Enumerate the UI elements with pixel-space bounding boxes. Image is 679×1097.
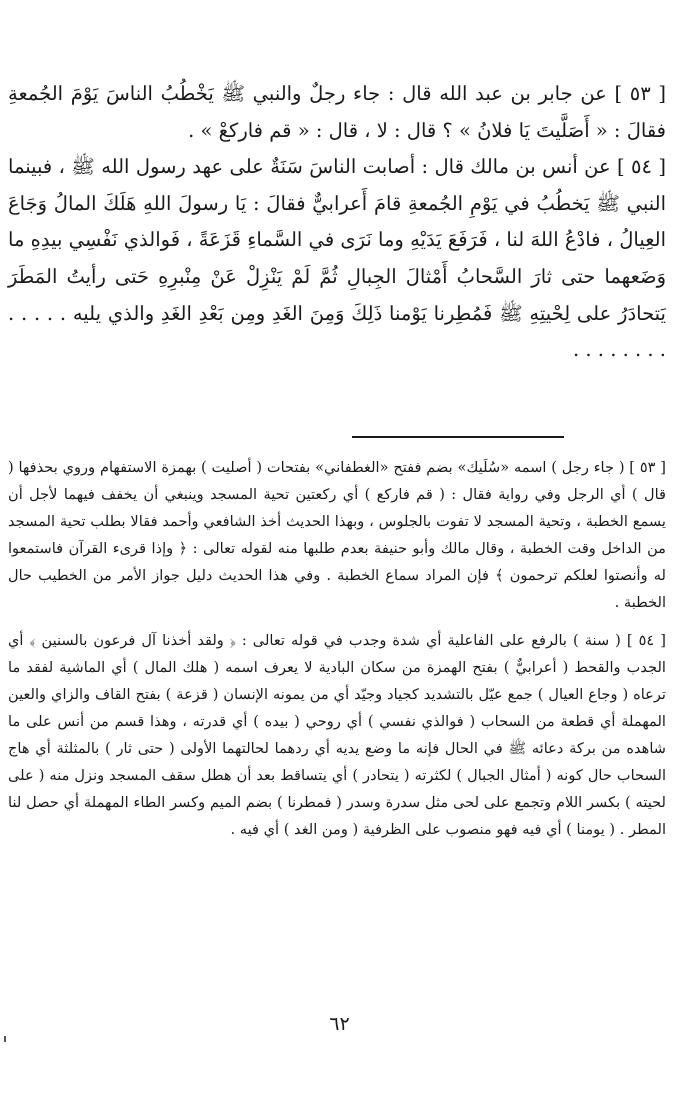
hadith-section bbox=[8, 76, 666, 369]
hadith-54-paragraph: [ ٥٤ ] عن أنس بن مالك قال : أصابت الناسَ سَنَةٌ على عهد رسول الله ﷺ ، فبينما النبي ﷺ يَخطُبُ في يَوْمِ الجُمعةِ قامَ أَعرابيٌّ فقالَ : يَا رسولَ اللهِ هَلَكَ المالُ وَجَاعَ العِيالُ ، فادْعُ اللهَ لنا ، فَرَفَعَ يَدَيْهِ وما نَرَى في السَّماءِ قَزَعَةً ، فَوالذي نَفْسِي بيدِهِ ما وَضَعهما حتى ثارَ السَّحابُ أَمْثالَ الجِبالِ ثُمَّ لَمْ يَنْزِلْ عَنْ مِنْبرِهِ حَتى رأيتُ المَطَرَ يَتحادَرُ على لِحْيتِهِ ﷺ فَمُطِرنا يَوْمنا ذَلِكَ وَمِنَ الغَدِ ومِن بَعْدِ الغَدِ والذي يليه . . . . . . . . . . . . . bbox=[8, 155, 666, 362]
commentary-53-paragraph: [ ٥٣ ] ( جاء رجل ) اسمه «سُلَيك» بضم ففتح «الغطفاني» بفتحات ( أصليت ) بهمزة الاستفهام وروي بحذفها ( قال ) أي الرجل وفي رواية فقال : ( قم فاركع ) أي ركعتين تحية المسجد وينبغي أن يخفف فيهما لأجل أن يسمع الخطبة ، وتحية المسجد لا تفوت بالجلوس ، وبهذا الحديث أخذ الشافعي وأحمد فقالا بطلب تحية المسجد من الداخل وقت الخطبة ، وقال مالك وأبو حنيفة بعدم طلبها منه لقوله تعالى : ﴿ وإذا قرىء القرآن فاستمعوا له وأنصتوا لعلكم ترحمون ﴾ فإن المراد سماع الخطبة . وفي هذا الحديث دليل جواز الأمر من الخطيب حال الخطبة . bbox=[8, 459, 666, 612]
hadith-53-paragraph: [ ٥٣ ] عن جابر بن عبد الله قال : جاء رجلٌ والنبي ﷺ يَخْطُبُ الناسَ يَوْمَ الجُمعةِ فقالَ : « أَصَلَّيتَ يَا فلانُ » ؟ قال : لا ، قال : « قم فاركعْ » . bbox=[8, 82, 666, 142]
footnote-divider bbox=[352, 436, 564, 438]
scan-edge-mark bbox=[4, 1036, 6, 1042]
page-number: ٦٢ bbox=[329, 1013, 350, 1035]
commentary-54-paragraph: [ ٥٤ ] ( سنة ) بالرفع على الفاعلية أي شدة وجدب في قوله تعالى : ﴿ ولقد أخذنا آل فرعون بالسنين ﴾ أي الجدب والقحط ( أعرابيٌّ ) بفتح الهمزة من سكان البادية لا يعرف اسمه ( هلك المال ) أي الماشية لفقد ما ترعاه ( وجاع العيال ) جمع عيّل بالتشديد كجياد وجيّد أي من يمونه الإنسان ( قزعة ) بفتح القاف والزاي والعين المهملة أي قطعة من السحاب ( فوالذي نفسي ) أي روحي ( بيده ) أي قدرته ، وهذا قسم من أنس على ما شاهده من بركة دعائه ﷺ في الحال فإنه ما وضع يديه أي ردهما لحالتهما الأولى ( حتى ثار ) بالمثلثة أي هاج السحاب حال كونه ( أمثال الجبال ) لكثرته ( يتحادر ) أي يتساقط بعد أن هطل سقف المسجد ونزل منه ( على لحيته ) بكسر اللام وتجمع على لحى مثل سدرة وسدر ( فمطرنا ) بضم الميم وكسر الطاء المهملة أي حصل لنا المطر . ( يومنا ) أي فيه فهو منصوب على الظرفية ( ومن الغد ) أي فيه . bbox=[8, 631, 666, 839]
commentary-section bbox=[8, 454, 666, 843]
